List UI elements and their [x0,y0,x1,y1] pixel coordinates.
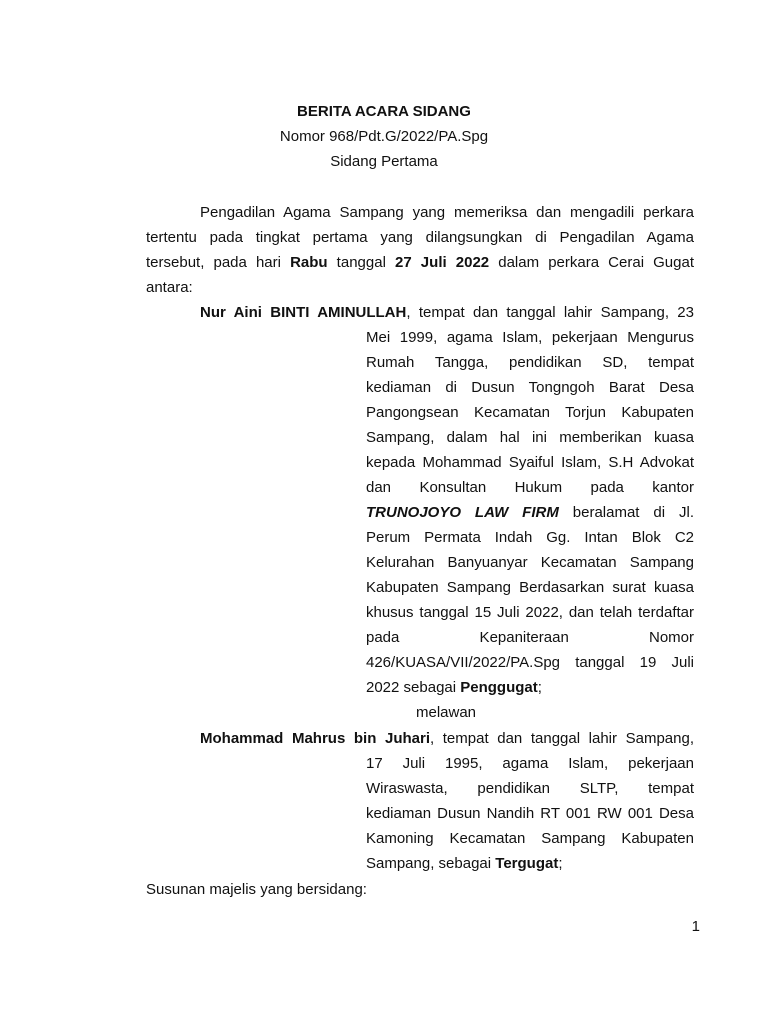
plaintiff-line: Sampang, dalam hal ini memberikan kuasa [366,429,694,446]
defendant-line: 17 Juli 1995, agama Islam, pekerjaan [366,755,694,772]
defendant-line: kediaman Dusun Nandih RT 001 RW 001 Desa [366,805,694,822]
intro-line-2: tertentu pada tingkat pertama yang dilangsungkan di Pengadilan Agama [146,229,694,246]
intro-line-4: antara: [146,279,193,296]
plaintiff-first-line: Nur Aini BINTI AMINULLAH, tempat dan tanggal lahir Sampang, 23 [200,304,694,321]
plaintiff-line: Kelurahan Banyuanyar Kecamatan Sampang [366,554,694,571]
plaintiff-line: Perum Permata Indah Gg. Intan Blok C2 [366,529,694,546]
plaintiff-line: kepada Mohammad Syaiful Islam, S.H Advokat [366,454,694,471]
defendant-role: Tergugat [495,855,559,872]
defendant-line: Kamoning Kecamatan Sampang Kabupaten [366,830,694,847]
law-firm-name: TRUNOJOYO LAW FIRM [366,504,559,521]
plaintiff-line: 426/KUASA/VII/2022/PA.Spg tanggal 19 Juli [366,654,694,671]
closing-line: Susunan majelis yang bersidang: [146,881,367,898]
plaintiff-line: pada Kepaniteraan Nomor [366,629,694,646]
document-title: BERITA ACARA SIDANG [297,103,471,120]
page-number: 1 [691,918,700,935]
versus-label: melawan [416,704,477,721]
case-number: Nomor 968/Pdt.G/2022/PA.Spg [279,128,489,145]
defendant-line: Wiraswasta, pendidikan SLTP, tempat [366,780,694,797]
plaintiff-line: kediaman di Dusun Tongngoh Barat Desa [366,379,694,396]
session-label: Sidang Pertama [330,153,438,170]
intro-line-1: Pengadilan Agama Sampang yang memeriksa dan mengadili perkara [200,204,694,221]
plaintiff-line: Pangongsean Kecamatan Torjun Kabupaten [366,404,694,421]
plaintiff-last-line: 2022 sebagai Penggugat; [366,679,542,696]
plaintiff-firm-line: TRUNOJOYO LAW FIRM beralamat di Jl. [366,504,694,521]
plaintiff-line: khusus tanggal 15 Juli 2022, dan telah terdaftar [366,604,694,621]
defendant-first-line: Mohammad Mahrus bin Juhari, tempat dan tanggal lahir Sampang, [200,730,694,747]
defendant-last-line: Sampang, sebagai Tergugat; [366,855,563,872]
defendant-name: Mohammad Mahrus bin Juhari [200,730,430,747]
intro-line-3: tersebut, pada hari Rabu tanggal 27 Juli 2022 dalam perkara Cerai Gugat [146,254,694,271]
plaintiff-role: Penggugat [460,679,538,696]
plaintiff-line: Kabupaten Sampang Berdasarkan surat kuasa [366,579,694,596]
plaintiff-line: Rumah Tangga, pendidikan SD, tempat [366,354,694,371]
plaintiff-line: dan Konsultan Hukum pada kantor [366,479,694,496]
plaintiff-name: Nur Aini BINTI AMINULLAH [200,304,407,321]
plaintiff-line: Mei 1999, agama Islam, pekerjaan Mengurus [366,329,694,346]
